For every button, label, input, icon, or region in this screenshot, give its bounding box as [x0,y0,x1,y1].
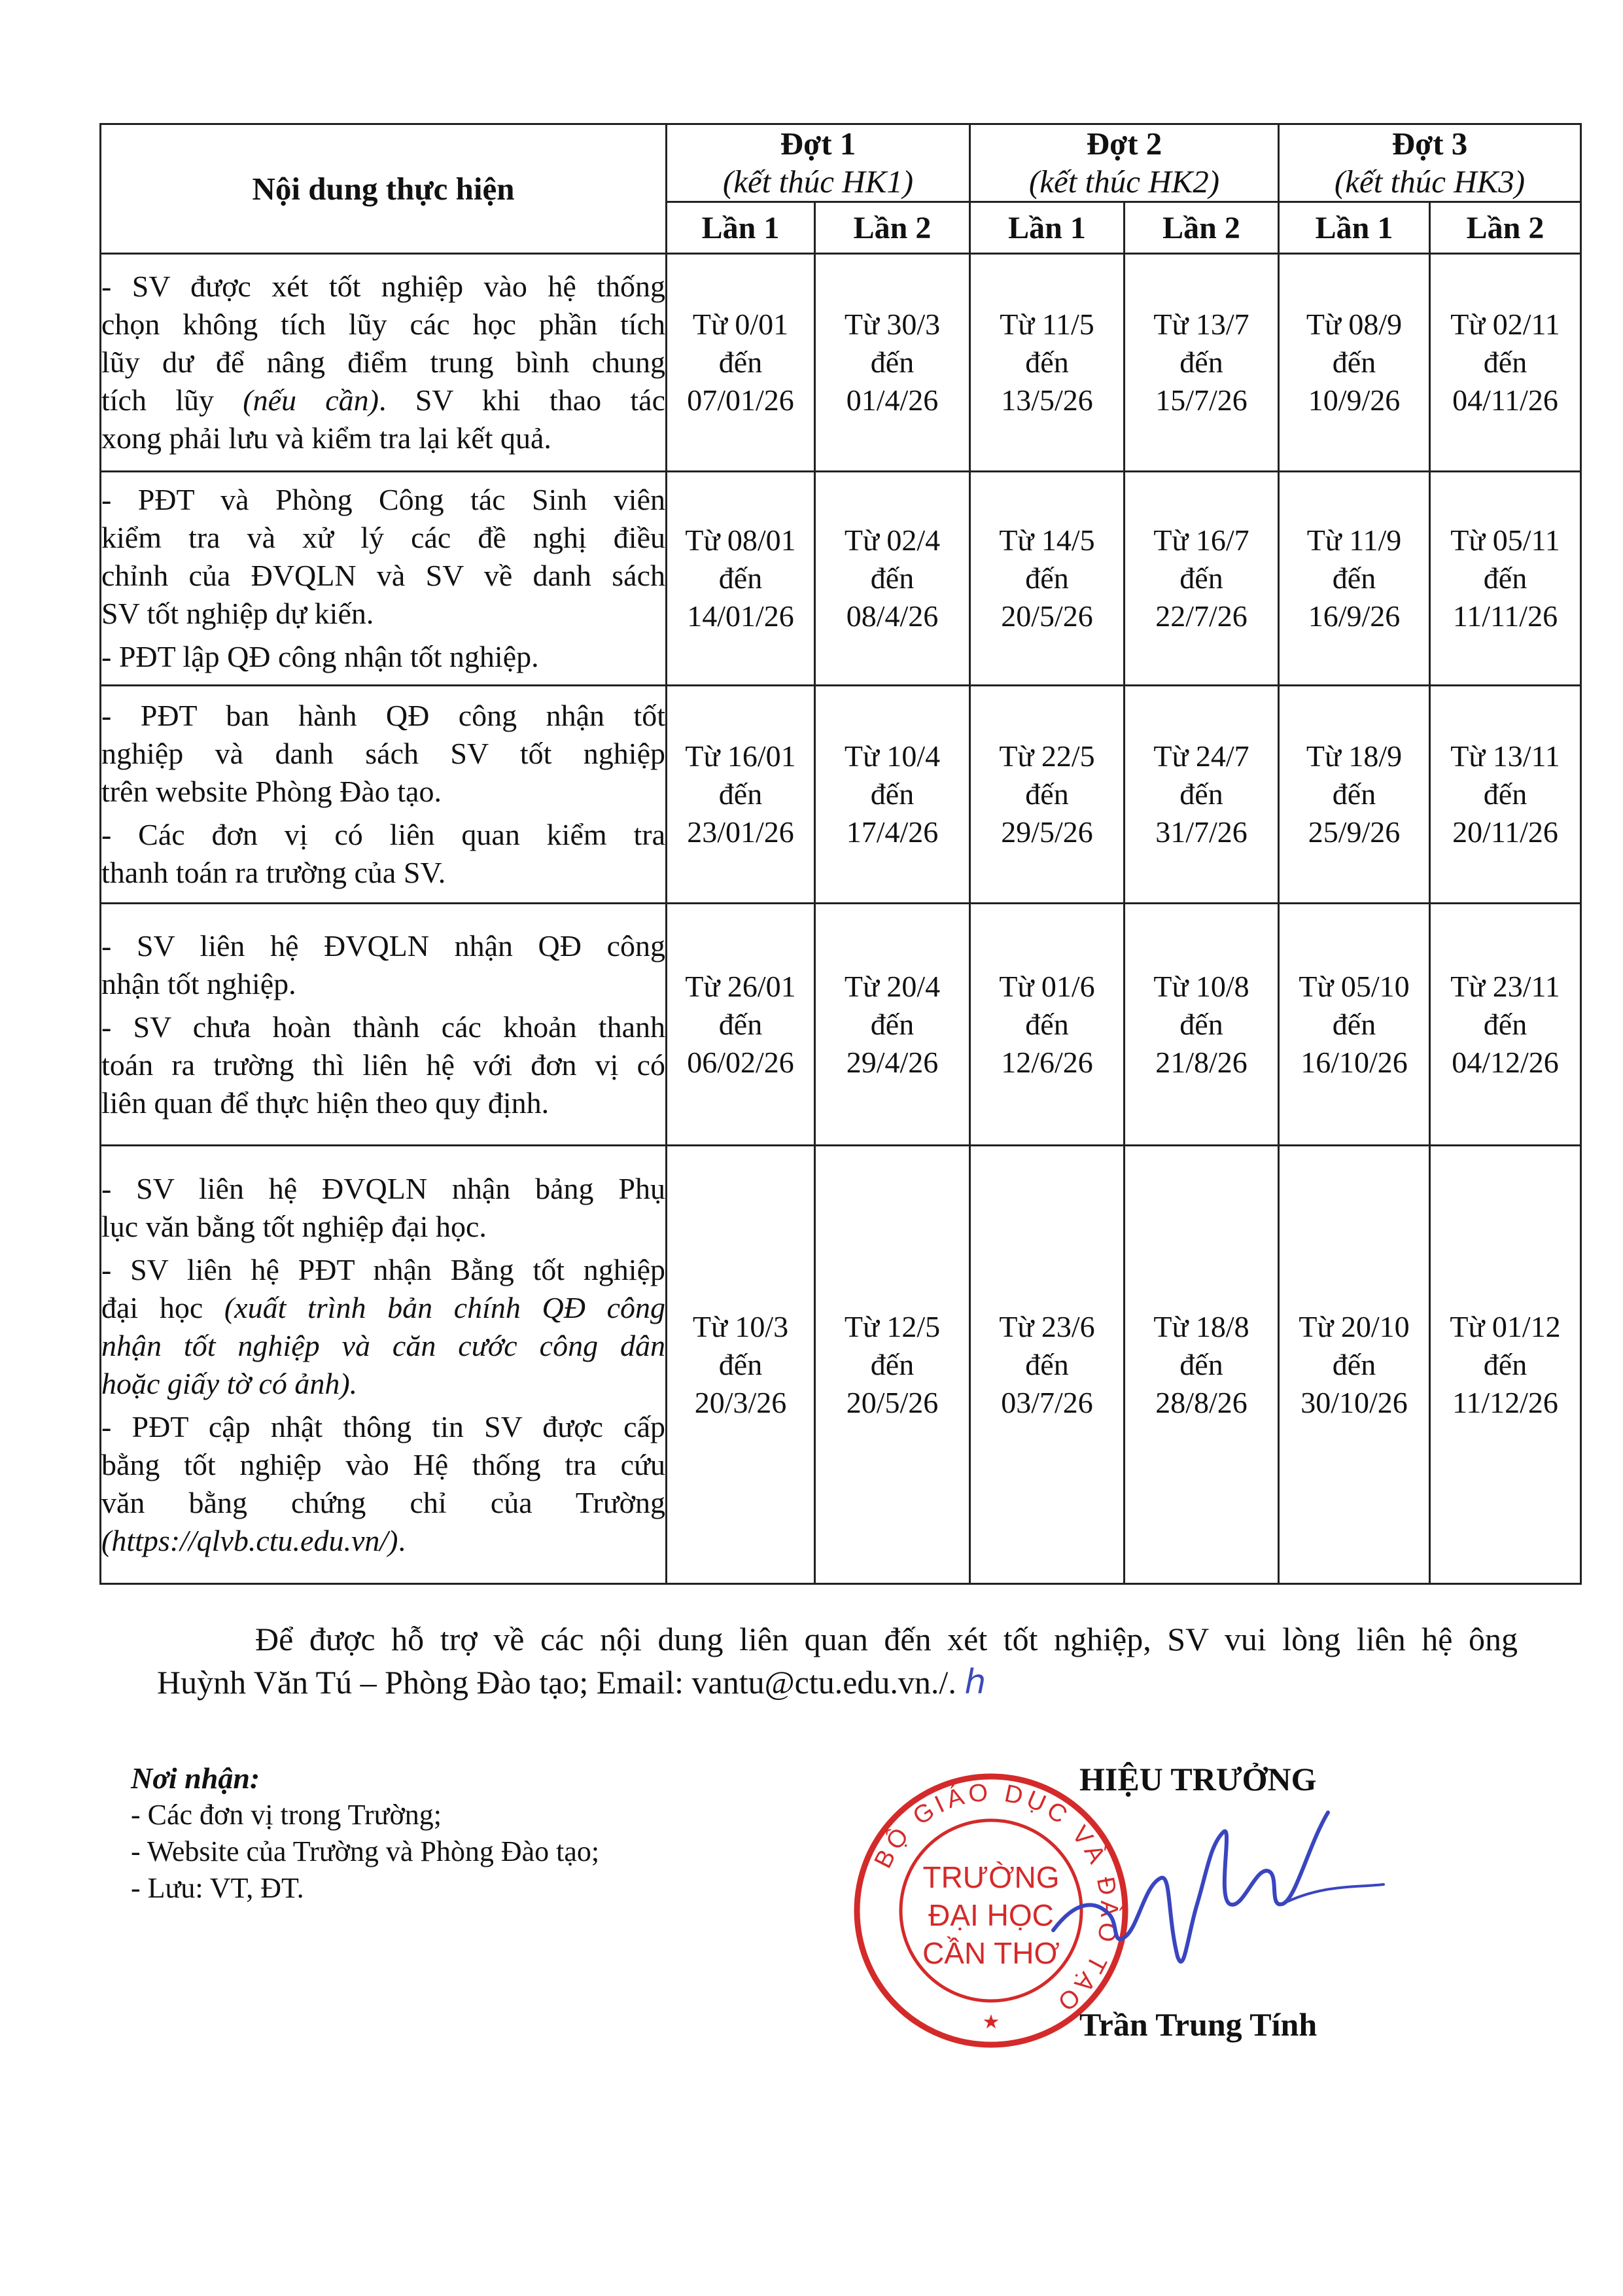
table-row [101,1146,1581,1584]
date-cell: Từ 20/4 đến 29/4/26 [815,904,970,1146]
table-row [101,686,1581,904]
recipients-title: Nơi nhận: [131,1761,260,1795]
date-cell: Từ 05/10 đến 16/10/26 [1279,904,1430,1146]
date-cell: Từ 02/11 đến 04/11/26 [1430,254,1581,472]
date-cell: Từ 23/11 đến 04/12/26 [1430,904,1581,1146]
task-description: - SV liên hệ ĐVQLN nhận bảng Phụ lục văn bằng tốt nghiệp đại học. - SV liên hệ PĐT nhận Bằng tốt nghiệp đại học (xuất trình bản chính QĐ công nhận tốt nghiệp và căn cước công dân hoặc giấy tờ có ảnh). - PĐT cập nhật thông tin SV được cấp bằng tốt nghiệp vào Hệ thống tra cứu văn bằng chứng chỉ của Trường (https://qlvb.ctu.edu.vn/). [101,1146,667,1584]
lan-header: Lần 2 [1430,202,1581,254]
support-note: Để được hỗ trợ về các nội dung liên quan đến xét tốt nghiệp, SV vui lòng liên hệ ông Huỳnh Văn Tú – Phòng Đào tạo; Email: vantu@ctu.edu.vn./. h [157,1621,1518,1702]
date-cell: Từ 30/3 đến 01/4/26 [815,254,970,472]
table-row [101,904,1581,1146]
task-description: - SV liên hệ ĐVQLN nhận QĐ công nhận tốt nghiệp. - SV chưa hoàn thành các khoản thanh toán ra trường thì liên hệ với đơn vị có liên quan để thực hiện theo quy định. [101,904,667,1146]
date-cell: Từ 12/5 đến 20/5/26 [815,1146,970,1584]
task-description: - PĐT ban hành QĐ công nhận tốt nghiệp và danh sách SV tốt nghiệp trên website Phòng Đào tạo. - Các đơn vị có liên quan kiểm tra thanh toán ra trường của SV. [101,686,667,904]
seal-line: CẦN THƠ [922,1936,1060,1970]
header-row [101,124,1581,202]
recipient-item: - Website của Trường và Phòng Đào tạo; [131,1835,600,1867]
date-cell: Từ 26/01 đến 06/02/26 [667,904,815,1146]
lan-header: Lần 1 [667,202,815,254]
date-cell: Từ 10/3 đến 20/3/26 [667,1146,815,1584]
date-cell: Từ 14/5 đến 20/5/26 [970,472,1125,686]
date-cell: Từ 08/9 đến 10/9/26 [1279,254,1430,472]
recipient-item: - Lưu: VT, ĐT. [131,1872,304,1904]
date-cell: Từ 11/5 đến 13/5/26 [970,254,1125,472]
lan-header: Lần 1 [1279,202,1430,254]
date-cell: Từ 16/7 đến 22/7/26 [1125,472,1279,686]
signer-title: HIỆU TRƯỞNG [1079,1761,1317,1797]
initial-mark: h [964,1663,986,1702]
seal-star-icon: ★ [982,2011,1000,2034]
recipients-block [131,1760,599,1907]
date-cell: Từ 13/7 đến 15/7/26 [1125,254,1279,472]
task-description: - PĐT và Phòng Công tác Sinh viên kiểm tra và xử lý các đề nghị điều chỉnh của ĐVQLN và SV về danh sách SV tốt nghiệp dự kiến. - PĐT lập QĐ công nhận tốt nghiệp. [101,472,667,686]
date-cell: Từ 01/6 đến 12/6/26 [970,904,1125,1146]
handwritten-signature [1047,1806,1387,2002]
task-description: - SV được xét tốt nghiệp vào hệ thống chọn không tích lũy các học phần tích lũy dư để nâng điểm trung bình chung tích lũy (nếu cần). SV khi thao tác xong phải lưu và kiểm tra lại kết quả. [101,254,667,472]
dot-2-header: Đợt 2 (kết thúc HK2) [970,124,1279,202]
seal-line: TRƯỜNG [922,1860,1060,1894]
date-cell: Từ 08/01 đến 14/01/26 [667,472,815,686]
lan-header: Lần 2 [1125,202,1279,254]
table-row [101,472,1581,686]
date-cell: Từ 18/8 đến 28/8/26 [1125,1146,1279,1584]
content-header: Nội dung thực hiện [101,124,667,254]
dot-3-header: Đợt 3 (kết thúc HK3) [1279,124,1581,202]
date-cell: Từ 10/4 đến 17/4/26 [815,686,970,904]
signer-name: Trần Trung Tính [1079,2006,1318,2043]
table-row [101,254,1581,472]
date-cell: Từ 13/11 đến 20/11/26 [1430,686,1581,904]
seal-line: ĐẠI HỌC [928,1898,1054,1932]
date-cell: Từ 10/8 đến 21/8/26 [1125,904,1279,1146]
date-cell: Từ 05/11 đến 11/11/26 [1430,472,1581,686]
schedule-table [99,123,1582,1585]
date-cell: Từ 18/9 đến 25/9/26 [1279,686,1430,904]
date-cell: Từ 02/4 đến 08/4/26 [815,472,970,686]
recipient-item: - Các đơn vị trong Trường; [131,1799,442,1831]
lan-header: Lần 1 [970,202,1125,254]
dot-1-header: Đợt 1 (kết thúc HK1) [667,124,970,202]
date-cell: Từ 01/12 đến 11/12/26 [1430,1146,1581,1584]
seal-outer-text: BỘ GIÁO DỤC VÀ ĐÀO TẠO [869,1778,1123,2019]
date-cell: Từ 20/10 đến 30/10/26 [1279,1146,1430,1584]
date-cell: Từ 0/01 đến 07/01/26 [667,254,815,472]
lan-header: Lần 2 [815,202,970,254]
date-cell: Từ 23/6 đến 03/7/26 [970,1146,1125,1584]
date-cell: Từ 16/01 đến 23/01/26 [667,686,815,904]
date-cell: Từ 11/9 đến 16/9/26 [1279,472,1430,686]
date-cell: Từ 22/5 đến 29/5/26 [970,686,1125,904]
date-cell: Từ 24/7 đến 31/7/26 [1125,686,1279,904]
